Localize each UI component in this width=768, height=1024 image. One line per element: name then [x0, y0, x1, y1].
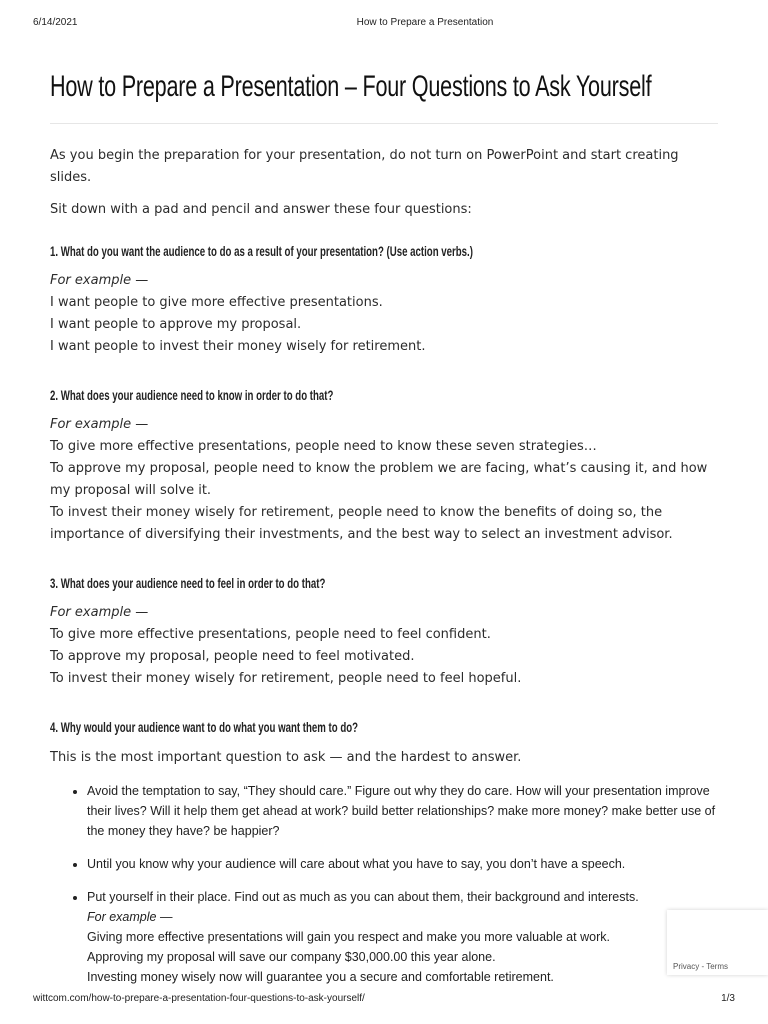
- bullet-text: Until you know why your audience will care about what you have to say, you don’t have a speech.: [87, 857, 626, 871]
- question-1-examples: [50, 270, 722, 358]
- example-label: For example —: [50, 417, 149, 432]
- print-url: wittcom.com/how-to-prepare-a-presentation-four-questions-to-ask-yourself/: [33, 993, 365, 1004]
- terms-link[interactable]: Terms: [706, 962, 728, 971]
- bullet-text: • Put yourself in their place. Find out as much as you can about them, their background and interests.: [87, 890, 639, 904]
- question-4-heading: 4. Why would your audience want to do what you want them to do?: [50, 719, 359, 735]
- question-1-heading: 1. What do you want the audience to do as a result of your presentation? (Use action verbs.): [50, 243, 473, 259]
- list-item: [87, 781, 722, 841]
- page-title: How to Prepare a Presentation – Four Questions to Ask Yourself: [50, 70, 652, 103]
- recaptcha-links: [673, 962, 728, 971]
- privacy-link[interactable]: Privacy: [673, 962, 700, 971]
- page-number: 1/3: [721, 993, 735, 1004]
- example-line: To invest their money wisely for retirement, people need to know the benefits of doing so, the importance of diversifying their investments, and the best way to select an investment advisor.: [50, 505, 673, 542]
- question-2-heading: 2. What does your audience need to know in order to do that?: [50, 387, 334, 403]
- example-line: Investing money wisely now will guarantee you a secure and comfortable retirement.: [87, 970, 554, 984]
- example-line: To approve my proposal, people need to feel motivated.: [50, 649, 415, 664]
- example-line: Giving more effective presentations will gain you respect and make you more valuable at work.: [87, 930, 610, 944]
- example-line: To approve my proposal, people need to know the problem we are facing, what’s causing it, and how my proposal will solve it.: [50, 461, 708, 498]
- recaptcha-badge[interactable]: [667, 910, 768, 975]
- bullet-text: Avoid the temptation to say, “They should care.” Figure out why they do care. How will your presentation improve their lives? Will it help them get ahead at work? build better relationships? make more money? make better use of the money they have? be happier?: [87, 784, 716, 838]
- question-4-intro: This is the most important question to ask — and the hardest to answer.: [50, 750, 522, 765]
- intro-paragraph-2: Sit down with a pad and pencil and answer these four questions:: [50, 202, 472, 217]
- example-line: I want people to invest their money wisely for retirement.: [50, 339, 426, 354]
- question-3-heading: 3. What does your audience need to feel in order to do that?: [50, 575, 326, 591]
- example-line: I want people to give more effective presentations.: [50, 295, 383, 310]
- print-footer: [0, 993, 768, 1007]
- example-label: For example —: [87, 910, 173, 924]
- example-label: For example —: [50, 273, 149, 288]
- print-header: [0, 17, 768, 31]
- question-2-examples: [50, 414, 722, 546]
- question-4-bullet-list: [50, 781, 722, 987]
- print-title: How to Prepare a Presentation: [356, 17, 494, 28]
- example-line: To invest their money wisely for retirement, people need to feel hopeful.: [50, 671, 522, 686]
- list-item: [87, 887, 722, 987]
- intro-paragraph-1: As you begin the preparation for your presentation, do not turn on PowerPoint and start creating slides.: [50, 148, 679, 185]
- article-body: [50, 145, 722, 987]
- example-line: To give more effective presentations, people need to know these seven strategies…: [50, 439, 597, 454]
- link-separator: -: [699, 962, 707, 971]
- list-item: [87, 854, 722, 874]
- example-line: Approving my proposal will save our company $30,000.00 this year alone.: [87, 950, 496, 964]
- example-line: I want people to approve my proposal.: [50, 317, 302, 332]
- title-divider: [50, 123, 718, 124]
- example-line: To give more effective presentations, people need to feel confident.: [50, 627, 491, 642]
- question-3-examples: [50, 602, 722, 690]
- print-date: 6/14/2021: [33, 17, 78, 28]
- example-label: For example —: [50, 605, 149, 620]
